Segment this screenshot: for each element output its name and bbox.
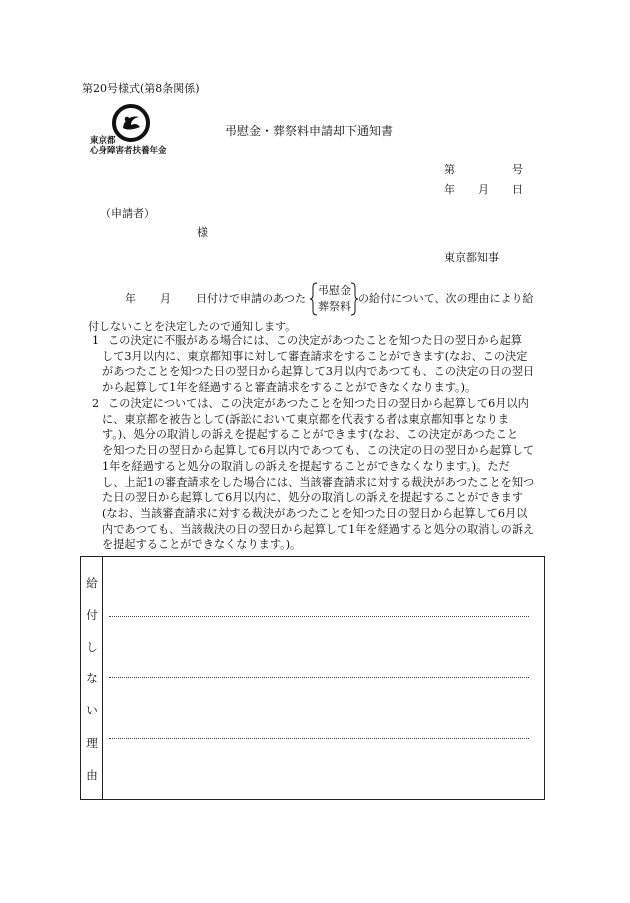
paragraph-line: す。)、処分の取消しの訴えを提起することができます(なお、この決定があつたこと xyxy=(102,428,519,442)
paragraph-line: を提起することができなくなります。)。 xyxy=(102,538,302,552)
reason-label-char: し xyxy=(86,640,98,654)
paragraph-line: し、上記1の審査請求をした場合には、当該審査請求に対する裁決があつたことを知つ xyxy=(102,475,535,489)
paragraph-number: 1 xyxy=(92,334,100,347)
paragraph-line: この決定については、この決定があつたことを知つた日の翌日から起算して6月以内 xyxy=(108,397,529,410)
reason-entry-line[interactable] xyxy=(109,738,529,739)
reason-label-char: 付 xyxy=(86,608,98,622)
date-month-label: 月 xyxy=(478,183,489,196)
paragraph-line: して3月以内に、東京都知事に対して審査請求をすることができます(なお、この決定 xyxy=(102,349,528,363)
intro-year-label: 年 xyxy=(125,292,136,305)
paragraph-line: この決定に不服がある場合には、この決定があつたことを知つた日の翌日から起算 xyxy=(108,334,522,347)
paragraph-line: 1年を経過すると処分の取消しの訴えを提起することができなくなります。)。ただ xyxy=(102,459,510,473)
notice-paragraph-1 xyxy=(92,333,552,396)
date-day-label: 日 xyxy=(512,183,523,196)
paragraph-line: (なお、当該審査請求に対する裁決があつたことを知つた日の翌日から起算して6月以 xyxy=(102,506,528,520)
document-title: 弔慰金・葬祭料申請却下通知書 xyxy=(225,124,394,138)
reason-label-char: 由 xyxy=(86,768,98,782)
intro-text-before-options: 日付けで申請のあつた xyxy=(196,292,306,305)
reason-box-divider xyxy=(102,557,103,799)
intro-text-after-options: の給付について、次の理由により給 xyxy=(358,292,534,305)
applicant-label: （申請者） xyxy=(100,207,155,220)
paragraph-line: から起算して1年を経過すると審査請求をすることができなくなります。)。 xyxy=(102,381,477,395)
reason-label-char: い xyxy=(86,703,98,717)
intro-text-line2: 付しないことを決定したので通知します。 xyxy=(88,320,297,333)
paragraph-line: た日の翌日から起算して6月以内に、処分の取消しの訴えを提起することができます xyxy=(102,491,524,505)
logo-caption-pension: 心身障害者扶養年金 xyxy=(90,146,167,156)
reason-label-char: な xyxy=(86,671,98,685)
reason-entry-line[interactable] xyxy=(109,616,529,617)
logo-caption-tokyo: 東京都 xyxy=(90,136,116,146)
option-funeral: 葬祭料 xyxy=(318,300,351,313)
paragraph-line: があつたことを知つた日の翌日から起算して3月以内であつても、この決定の日の翌日 xyxy=(102,365,535,379)
non-payment-reason-box xyxy=(80,556,545,800)
reason-label-char: 給 xyxy=(86,576,98,590)
date-year-label: 年 xyxy=(444,183,455,196)
intro-month-label: 月 xyxy=(160,292,171,305)
paragraph-line: に、東京都を被告として(訴訟において東京都を代表する者は東京都知事となりま xyxy=(102,412,510,426)
number-prefix: 第 xyxy=(444,163,455,176)
reason-entry-line[interactable] xyxy=(109,677,529,678)
honorific-sama: 様 xyxy=(197,226,208,239)
tokyo-pension-logo-icon xyxy=(110,102,152,144)
number-suffix: 号 xyxy=(512,163,523,176)
paragraph-number: 2 xyxy=(92,397,100,410)
reason-label-char: 理 xyxy=(86,736,98,750)
form-number-label: 第20号様式(第8条関係) xyxy=(82,82,200,95)
paragraph-line: 内であつても、当該裁決の日の翌日から起算して1年を経過すると処分の取消しの訴え xyxy=(102,522,535,536)
issuer-governor: 東京都知事 xyxy=(444,251,499,264)
notice-paragraph-2 xyxy=(92,396,552,553)
option-condolence: 弔慰金 xyxy=(318,284,351,297)
paragraph-line: を知つた日の翌日から起算して6月以内であつても、この決定の日の翌日から起算して xyxy=(102,444,535,458)
